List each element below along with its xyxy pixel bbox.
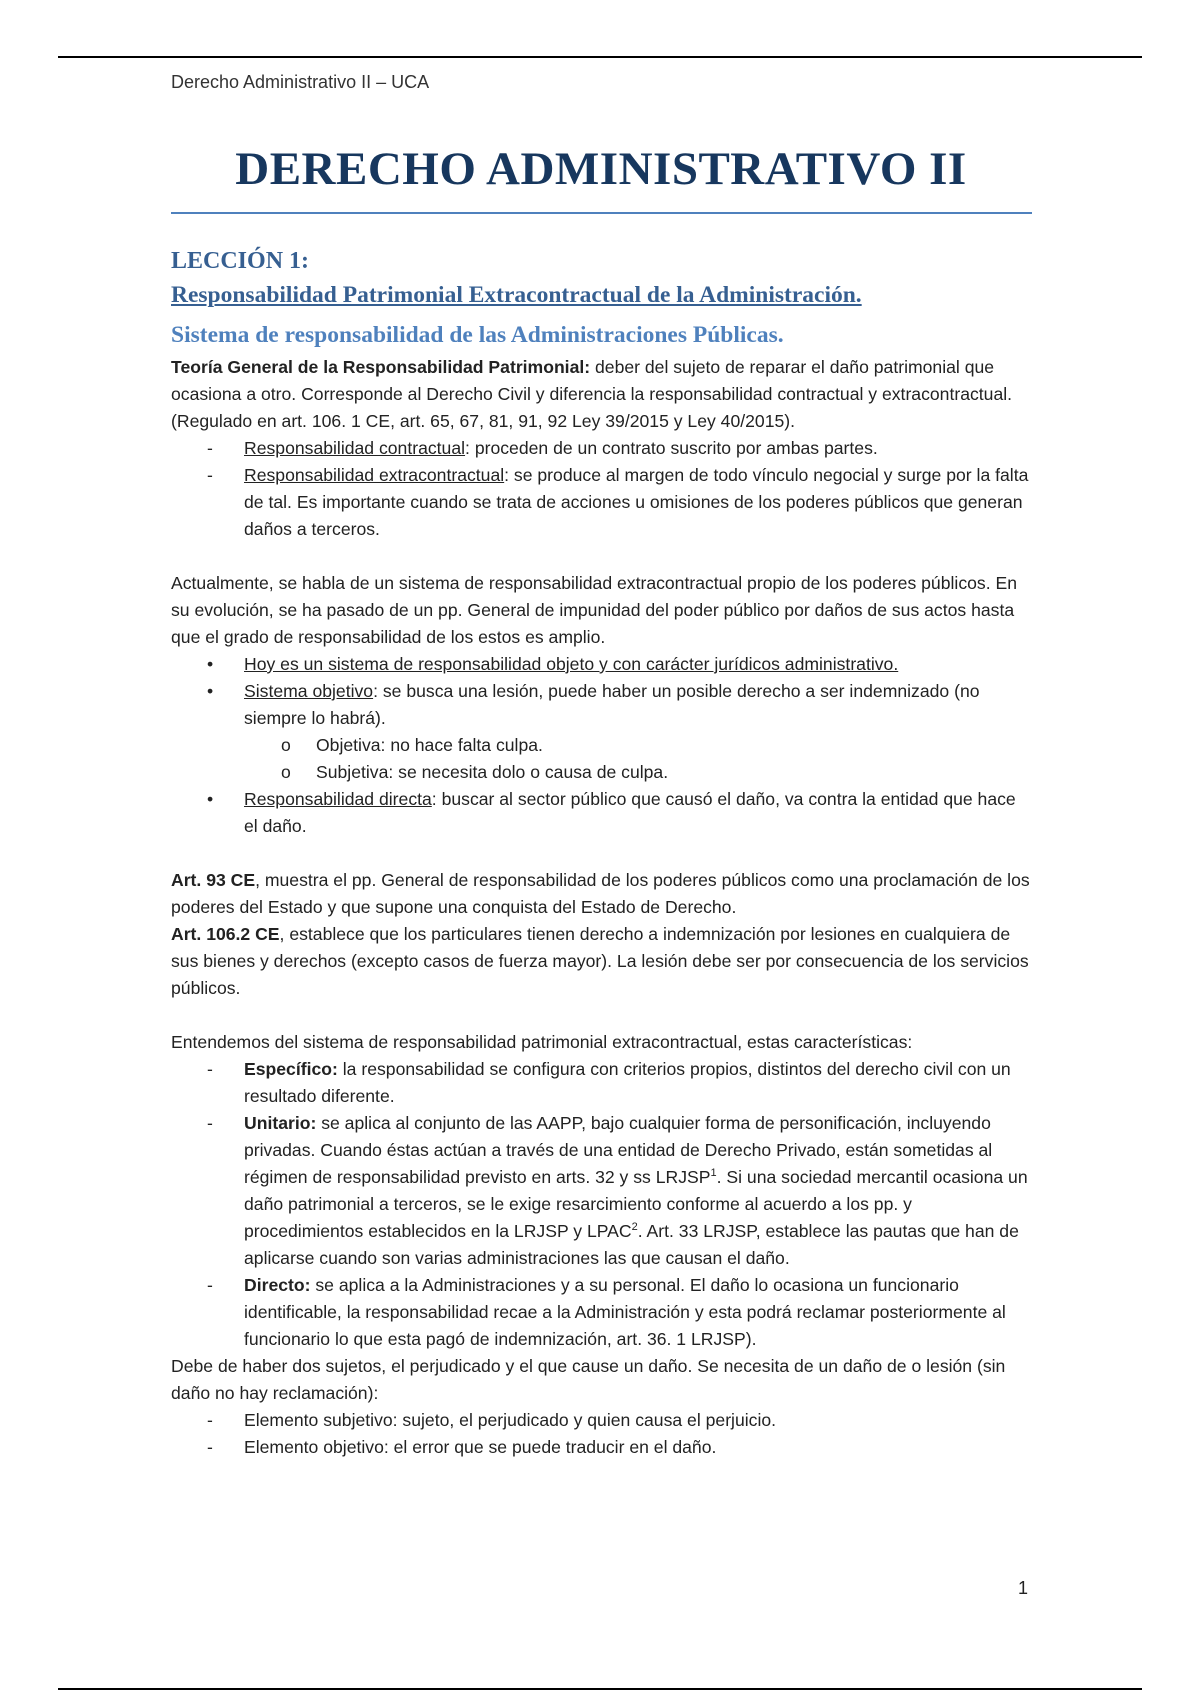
paragraph-articles: Art. 93 CE, muestra el pp. General de responsabilidad de los poderes públicos como una proclamación de los poderes del Estado y que supone una conquista del Estado de Derecho. Art. 106.2 CE, establece que los particulares tienen derecho a indemnización por lesiones en cualquiera de sus bienes y derechos (excepto casos de fuerza mayor). La lesión debe ser por consecuencia de los servicios públicos. xyxy=(171,870,1030,998)
theory-term: Teoría General de la Responsabilidad Patrimonial: xyxy=(171,357,591,377)
list-item: - Responsabilidad extracontractual: se produce al margen de todo vínculo negocial y surge por la falta de tal. Es importante cuando se trata de acciones u omisiones de los poderes públicos que generan daños a terceros. xyxy=(171,462,1033,543)
paragraph-evolution: Actualmente, se habla de un sistema de responsabilidad extracontractual propio de los poderes públicos. En su evolución, se ha pasado de un pp. General de impunidad del poder público por daños de sus actos hasta que el grado de responsabilidad de los estos es amplio. xyxy=(171,573,1017,647)
footer-rule xyxy=(58,1688,1142,1690)
lesson-heading: LECCIÓN 1: xyxy=(171,248,310,274)
dash-marker: - xyxy=(207,1437,213,1457)
title-underline xyxy=(171,212,1032,214)
paragraph-theory xyxy=(171,354,1033,435)
dash-marker: - xyxy=(207,438,213,458)
list-item: • Hoy es un sistema de responsabilidad objeto y con carácter jurídicos administrativo. xyxy=(171,651,1033,678)
dash-marker: - xyxy=(207,1113,213,1133)
circle-marker: o xyxy=(281,735,291,755)
footnote-ref[interactable]: 1 xyxy=(710,1167,717,1180)
document-body xyxy=(171,244,1033,1461)
list-item: - Elemento subjetivo: sujeto, el perjudicado y quien causa el perjuicio. xyxy=(171,1407,1033,1434)
section-heading: Sistema de responsabilidad de las Administraciones Públicas. xyxy=(171,322,784,348)
contract-types-list xyxy=(171,435,1033,543)
running-header: Derecho Administrativo II – UCA xyxy=(171,72,430,92)
footnote-ref[interactable]: 2 xyxy=(631,1221,638,1234)
list-item: o Objetiva: no hace falta culpa. xyxy=(171,732,1033,759)
list-item: - Elemento objetivo: el error que se puede traducir en el daño. xyxy=(171,1434,1033,1461)
dash-marker: - xyxy=(207,1275,213,1295)
list-item: - Específico: la responsabilidad se configura con criterios propios, distintos del derecho civil con un resultado diferente. xyxy=(171,1056,1033,1110)
dash-marker: - xyxy=(207,1059,213,1079)
header-rule xyxy=(58,56,1142,58)
list-item: • Responsabilidad directa: buscar al sector público que causó el daño, va contra la entidad que hace el daño. xyxy=(171,786,1033,840)
list-item: - Responsabilidad contractual: proceden de un contrato suscrito por ambas partes. xyxy=(171,435,1033,462)
lesson-subtitle: Responsabilidad Patrimonial Extracontractual de la Administración. xyxy=(171,282,862,308)
dash-marker: - xyxy=(207,1410,213,1430)
elements-list xyxy=(171,1407,1033,1461)
page-number: 1 xyxy=(1018,1578,1029,1598)
dash-marker: - xyxy=(207,465,213,485)
list-item: - Unitario: se aplica al conjunto de las AAPP, bajo cualquier forma de personificación, incluyendo privadas. Cuando éstas actúan a través de una entidad de Derecho Privado, están sometidas al régimen de responsabilidad previsto en arts. 32 y ss LRJSP$^1$. Si una sociedad mercantil ocasiona un daño patrimonial a terceros, se le exige resarcimiento conforme al acuerdo a los pp. y procedimientos establecidos en la LRJSP y LPAC$^2$. Art. 33 LRJSP, establece las pautas que han de aplicarse cuando son varias administraciones las que causan el daño. xyxy=(171,1110,1033,1272)
bullet-marker: • xyxy=(207,789,214,809)
circle-marker: o xyxy=(281,762,291,782)
document-title: DERECHO ADMINISTRATIVO II xyxy=(235,143,967,195)
characteristics-list xyxy=(171,1056,1033,1353)
theory-text: deber del sujeto de reparar el daño patrimonial que ocasiona a otro. Corresponde al Derecho Civil y diferencia la responsabilidad contractual y extracontractual. (Regulado en art. 106. 1 CE, art. 65, 67, 81, 91, 92 Ley 39/2015 y Ley 40/2015). xyxy=(171,357,1013,431)
system-features-list-cont xyxy=(171,786,1033,840)
paragraph-characteristics: Entendemos del sistema de responsabilidad patrimonial extracontractual, estas características: xyxy=(171,1032,913,1052)
system-features-list xyxy=(171,651,1033,732)
bullet-marker: • xyxy=(207,681,214,701)
bullet-marker: • xyxy=(207,654,214,674)
objective-subjective-list xyxy=(171,732,1033,786)
paragraph-subjects: Debe de haber dos sujetos, el perjudicado y el que cause un daño. Se necesita de un daño de o lesión (sin daño no hay reclamación): xyxy=(171,1356,1006,1403)
list-item: - Directo: se aplica a la Administraciones y a su personal. El daño lo ocasiona un funcionario identificable, la responsabilidad recae a la Administración y esta podrá reclamar posteriormente al funcionario lo que esta pagó de indemnización, art. 36. 1 LRJSP). xyxy=(171,1272,1033,1353)
list-item: • Sistema objetivo: se busca una lesión, puede haber un posible derecho a ser indemnizado (no siempre lo habrá). xyxy=(171,678,1033,732)
list-item: o Subjetiva: se necesita dolo o causa de culpa. xyxy=(171,759,1033,786)
